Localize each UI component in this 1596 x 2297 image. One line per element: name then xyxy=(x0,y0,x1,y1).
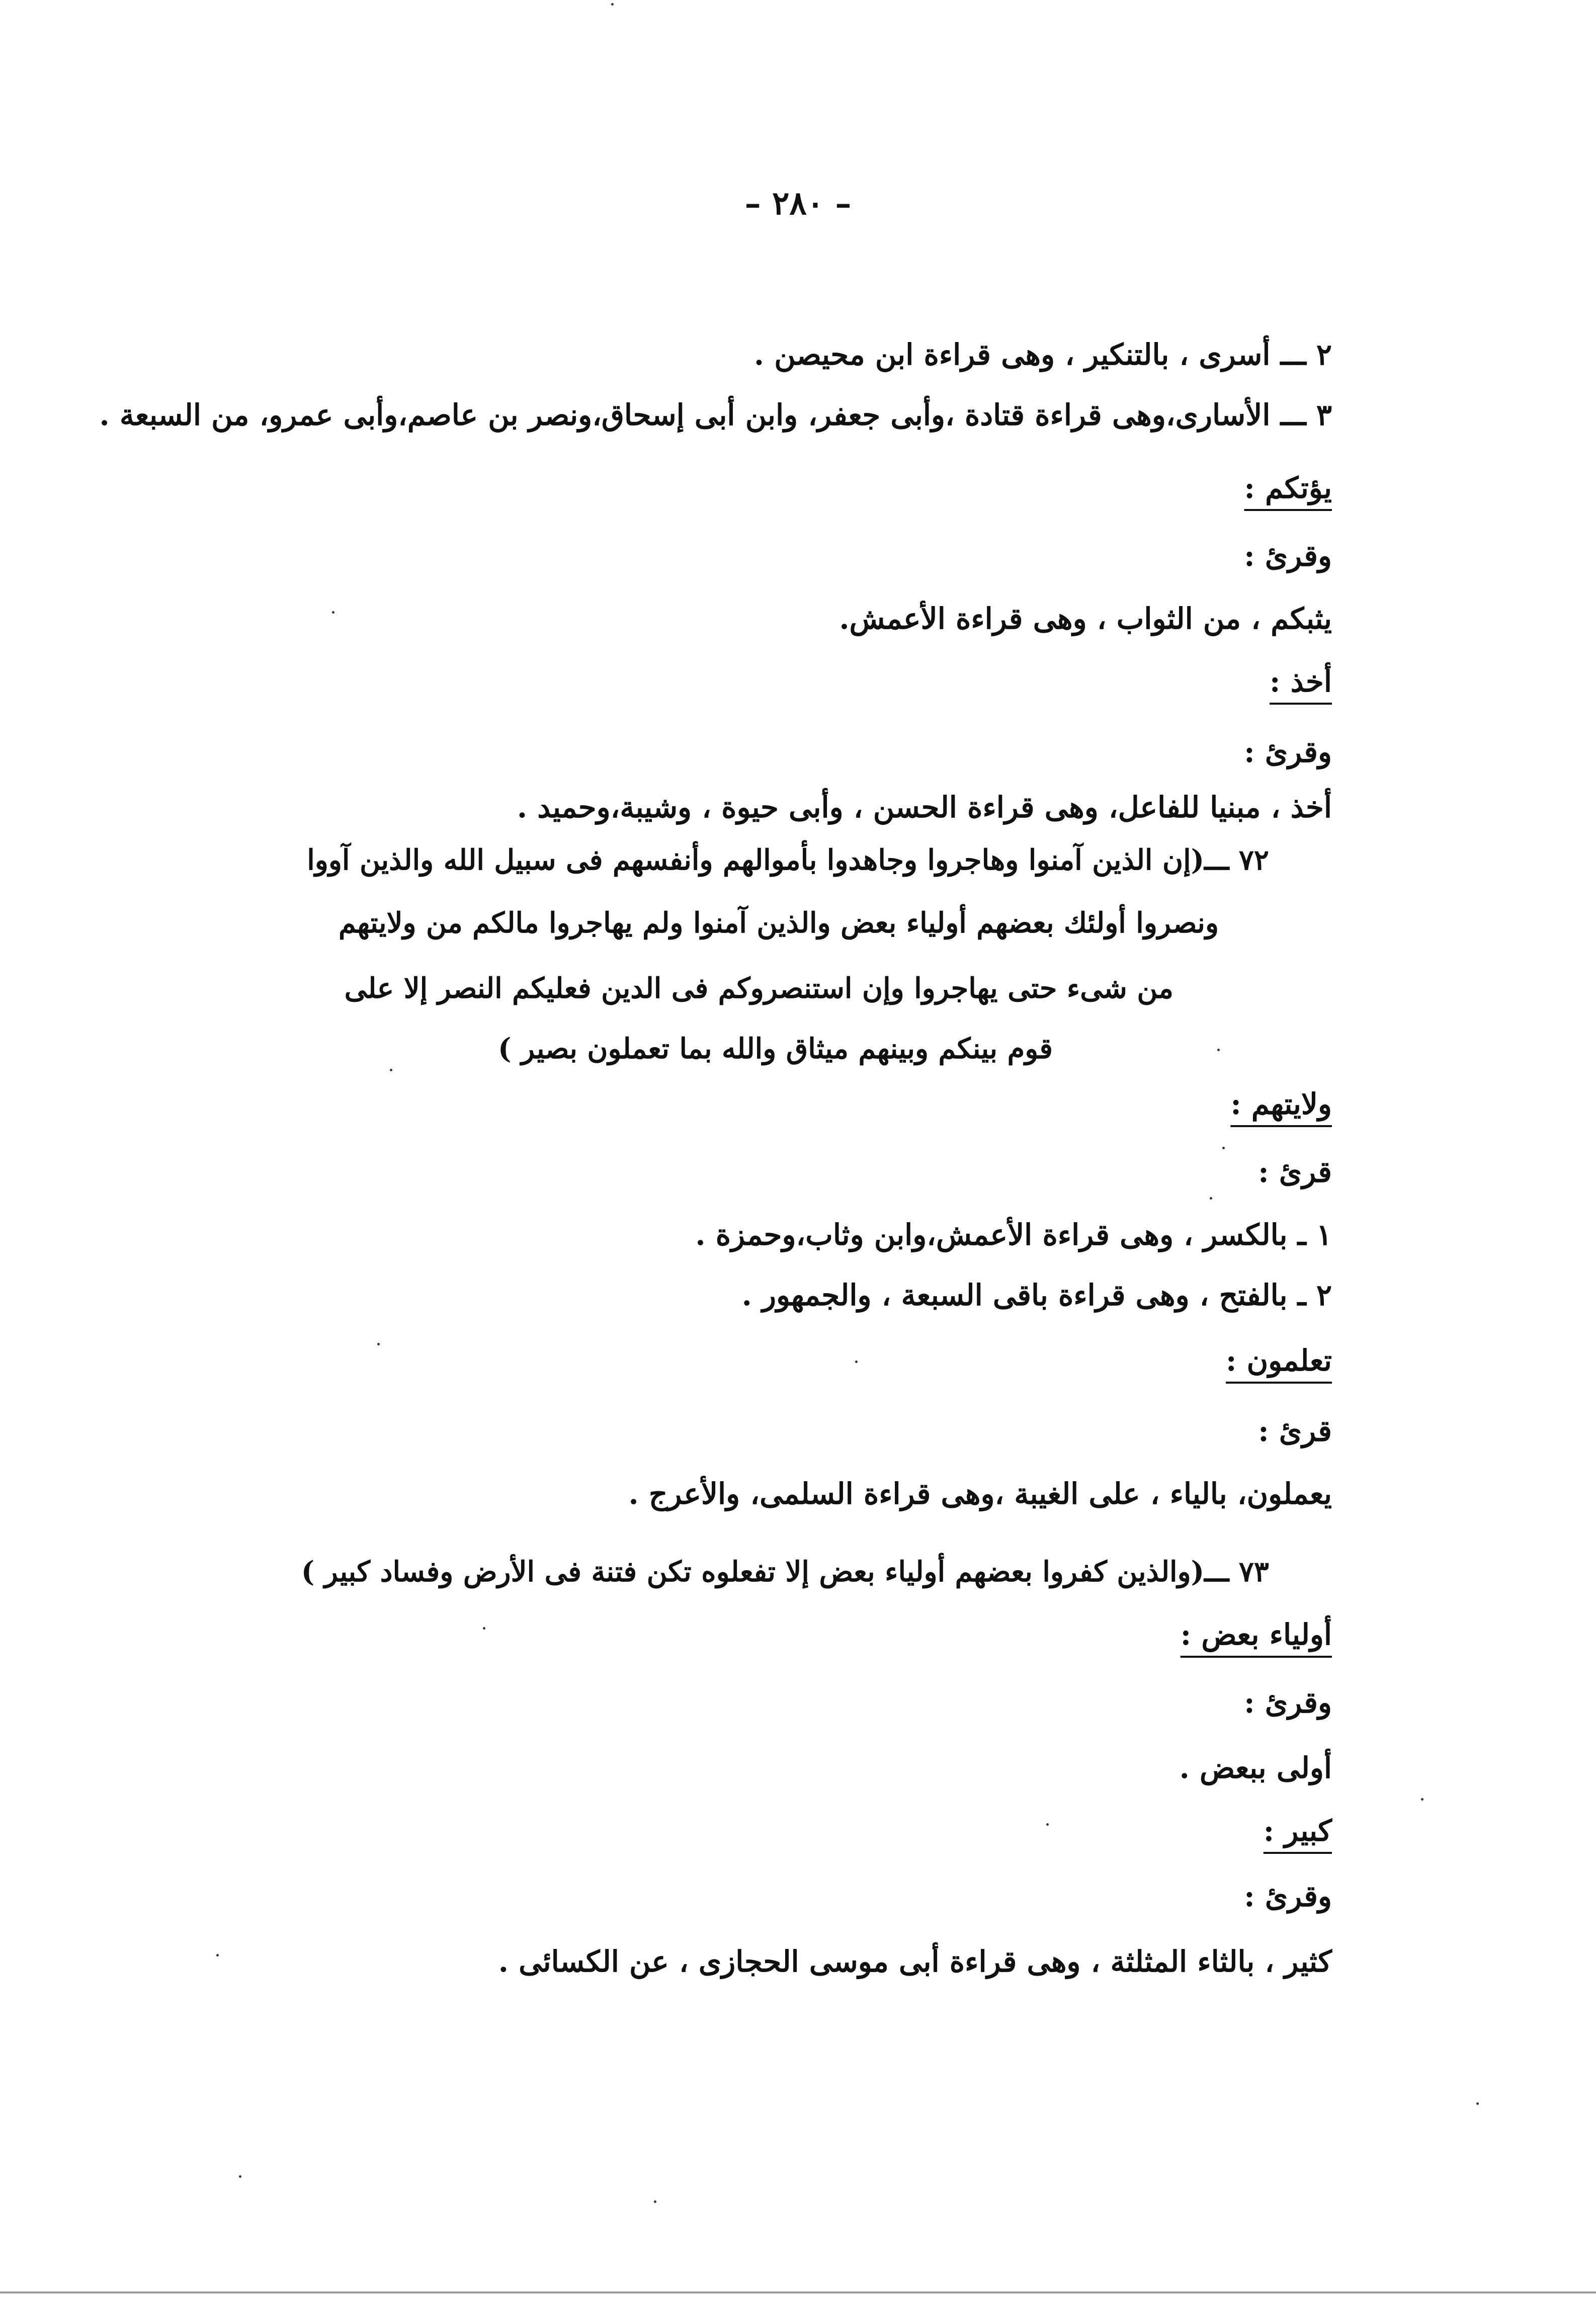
scan-speck xyxy=(1210,1197,1212,1200)
section-heading xyxy=(1244,468,1332,508)
read-label: وقرئ : xyxy=(1244,735,1332,769)
text-line: ٢ ـ بالفتح ، وهى قراءة باقى السبعة ، والجمهور . xyxy=(741,1278,1332,1312)
scan-speck xyxy=(1476,2102,1479,2105)
heading-word: يؤتكم : xyxy=(1244,471,1332,505)
scan-speck xyxy=(216,1954,219,1956)
scan-speck xyxy=(377,1343,380,1345)
scan-speck xyxy=(1222,1147,1225,1149)
section-heading xyxy=(1181,1614,1332,1655)
scan-speck xyxy=(654,2200,656,2203)
read-label: وقرئ : xyxy=(1244,1879,1332,1913)
scan-speck xyxy=(332,611,334,614)
scan-speck xyxy=(1421,1798,1423,1801)
verse-line: ٧٢ ـــ(إن الذين آمنوا وهاجروا وجاهدوا بأموالهم وأنفسهم فى سبيل الله والذين آووا xyxy=(307,843,1269,877)
heading-word: تعلمون : xyxy=(1225,1343,1332,1378)
text-line: ٣ ـــ الأسارى،وهى قراءة قتادة ،وأبى جعفر، وابن أبى إسحاق،ونصر بن عاصم،وأبى عمرو، من السبعة . xyxy=(99,398,1332,432)
read-label: قرئ : xyxy=(1258,1155,1332,1189)
verse-line: ونصروا أولئك بعضهم أولياء بعض والذين آمنوا ولم يهاجروا مالكم من ولايتهم xyxy=(339,906,1219,940)
section-heading xyxy=(1226,1340,1332,1381)
scan-speck xyxy=(390,1069,392,1071)
text-line: ١ ـ بالكسر ، وهى قراءة الأعمش،وابن وثاب،وحمزة . xyxy=(695,1218,1332,1252)
scan-speck xyxy=(855,1360,858,1363)
verse-line: قوم بينكم وبينهم ميثاق والله بما تعملون بصير ) xyxy=(498,1032,1053,1065)
section-heading xyxy=(1230,1084,1332,1124)
text-line: أخذ ، مبنيا للفاعل، وهى قراءة الحسن ، وأبى حيوة ، وشيبة،وحميد . xyxy=(517,790,1332,824)
text-line: يعملون، بالياء ، على الغيبة ،وهى قراءة السلمى، والأعرج . xyxy=(628,1477,1332,1511)
verse-line: ٧٣ ـــ(والذين كفروا بعضهم أولياء بعض إلا تفعلوه تكن فتنة فى الأرض وفساد كبير ) xyxy=(301,1555,1269,1588)
scan-speck xyxy=(239,2175,241,2178)
scan-speck xyxy=(1046,1823,1049,1826)
heading-word: أولياء بعض : xyxy=(1180,1618,1332,1652)
text-line: كثير ، بالثاء المثلثة ، وهى قراءة أبى موسى الحجازى ، عن الكسائى . xyxy=(498,1944,1332,1979)
heading-word: كبير : xyxy=(1263,1814,1332,1848)
read-label: وقرئ : xyxy=(1244,1685,1332,1720)
section-heading xyxy=(1264,1811,1332,1851)
heading-word: ولايتهم : xyxy=(1230,1087,1332,1121)
text-line: أولى ببعض . xyxy=(1179,1751,1332,1785)
read-label: قرئ : xyxy=(1258,1414,1332,1448)
text-line: ٢ ـــ أسرى ، بالتنكير ، وهى قراءة ابن محيصن . xyxy=(753,337,1332,372)
verse-line: من شىء حتى يهاجروا وإن استنصروكم فى الدين فعليكم النصر إلا على xyxy=(344,972,1173,1005)
scan-speck xyxy=(611,3,614,6)
heading-word: أخذ : xyxy=(1269,664,1332,699)
scan-speck xyxy=(1217,1049,1220,1051)
scan-speck xyxy=(483,1627,485,1630)
read-label: وقرئ : xyxy=(1244,539,1332,573)
page-number: – ٢٨٠ – xyxy=(744,185,852,222)
section-heading xyxy=(1270,661,1332,702)
text-line: يثبكم ، من الثواب ، وهى قراءة الأعمش. xyxy=(839,602,1332,636)
page-bottom-edge xyxy=(0,2291,1596,2293)
